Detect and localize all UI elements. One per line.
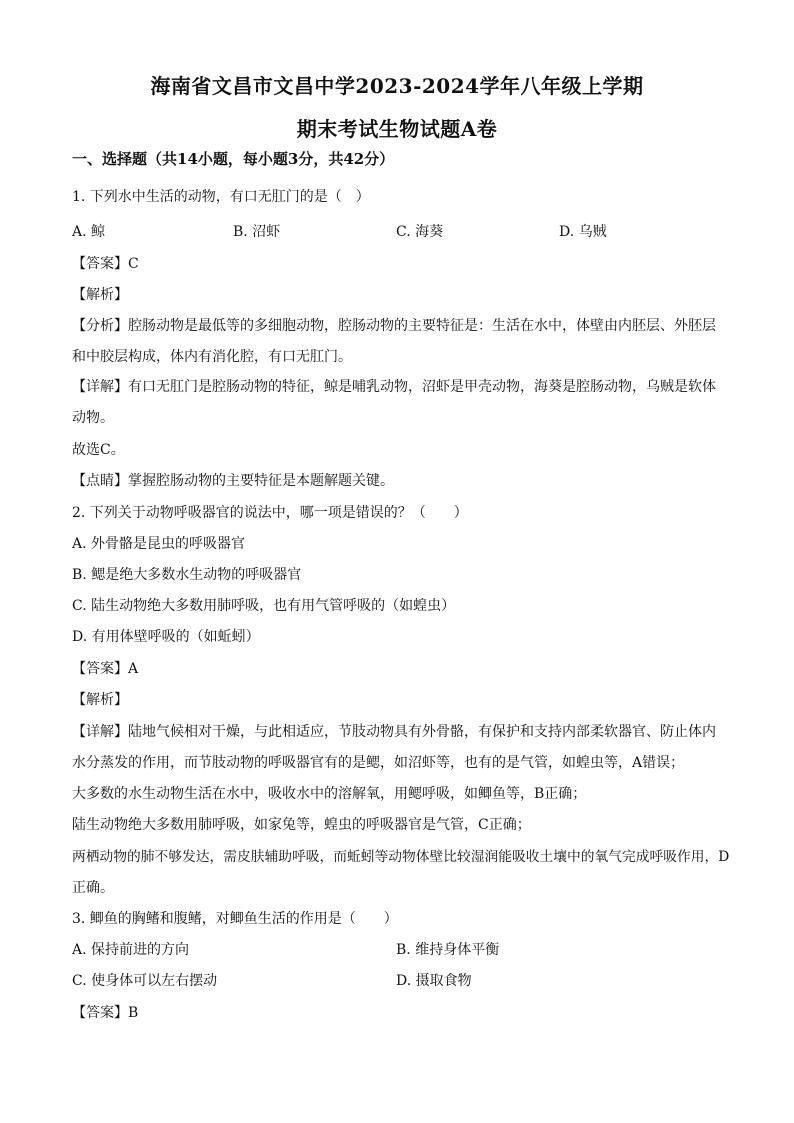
q1-fenxi-line-2: 和中胶层构成，体内有消化腔，有口无肛门。	[72, 349, 352, 365]
q2-xiangjie-line-1: 【详解】陆地气候相对干燥，与此相适应，节肢动物具有外骨骼，有保护和支持内部柔软器官、防止体内	[72, 724, 716, 740]
section-heading: 一、选择题（共14小题，每小题3分，共42分）	[72, 150, 395, 168]
q3-option-d: D. 摄取食物	[396, 973, 472, 989]
q1-analysis-label: 【解析】	[72, 287, 128, 303]
q3-answer: 【答案】B	[72, 1005, 139, 1021]
q1-option-a: A. 鲸	[72, 224, 106, 240]
q2-analysis-label: 【解析】	[72, 692, 128, 708]
q1-answer: 【答案】C	[72, 256, 139, 272]
q2-stem: 2. 下列关于动物呼吸器官的说法中，哪一项是错误的？（ ）	[72, 505, 468, 521]
q1-conclusion: 故选C。	[72, 442, 125, 458]
title-line-1: 海南省文昌市文昌中学2023-2024学年八年级上学期	[150, 74, 644, 98]
q1-option-c: C. 海葵	[396, 224, 444, 240]
q3-stem: 3. 鲫鱼的胸鳍和腹鳍，对鲫鱼生活的作用是（ ）	[72, 911, 398, 927]
q2-option-c: C. 陆生动物绝大多数用肺呼吸，也有用气管呼吸的（如蝗虫）	[72, 598, 456, 614]
q1-fenxi-line-1: 【分析】腔肠动物是最低等的多细胞动物，腔肠动物的主要特征是：生活在水中，体壁由内胚层、外胚层	[72, 318, 716, 334]
q1-dianjing: 【点睛】掌握腔肠动物的主要特征是本题解题关键。	[72, 473, 394, 489]
q1-stem: 1. 下列水中生活的动物，有口无肛门的是（ ）	[72, 189, 370, 205]
q2-xiangjie-line-6: 正确。	[72, 880, 114, 896]
q1-xiangjie-line-2: 动物。	[72, 410, 114, 426]
q3-option-b: B. 维持身体平衡	[396, 942, 500, 958]
q2-answer: 【答案】A	[72, 661, 139, 677]
q1-option-b: B. 沼虾	[233, 224, 281, 240]
q2-xiangjie-line-3: 大多数的水生动物生活在水中，吸收水中的溶解氧，用鳃呼吸，如鲫鱼等，B正确；	[72, 786, 587, 802]
q2-option-d: D. 有用体壁呼吸的（如蚯蚓）	[72, 629, 260, 645]
q2-xiangjie-line-4: 陆生动物绝大多数用肺呼吸，如家兔等，蝗虫的呼吸器官是气管，C正确；	[72, 817, 531, 833]
q2-option-b: B. 鳃是绝大多数水生动物的呼吸器官	[72, 567, 302, 583]
q3-option-a: A. 保持前进的方向	[72, 942, 190, 958]
title-line-2: 期末考试生物试题A卷	[296, 117, 498, 141]
q2-xiangjie-line-5: 两栖动物的肺不够发达，需皮肤辅助呼吸，而蚯蚓等动物体壁比较湿润能吸收土壤中的氧气完成呼吸作用，D	[72, 849, 730, 865]
q2-option-a: A. 外骨骼是昆虫的呼吸器官	[72, 536, 246, 552]
q1-option-d: D. 乌贼	[559, 224, 607, 240]
q2-xiangjie-line-2: 水分蒸发的作用，而节肢动物的呼吸器官有的是鳃，如沼虾等，也有的是气管，如蝗虫等，A错误；	[72, 755, 685, 771]
q3-option-c: C. 使身体可以左右摆动	[72, 973, 218, 989]
q1-xiangjie-line-1: 【详解】有口无肛门是腔肠动物的特征，鲸是哺乳动物，沼虾是甲壳动物，海葵是腔肠动物，乌贼是软体	[72, 379, 716, 395]
